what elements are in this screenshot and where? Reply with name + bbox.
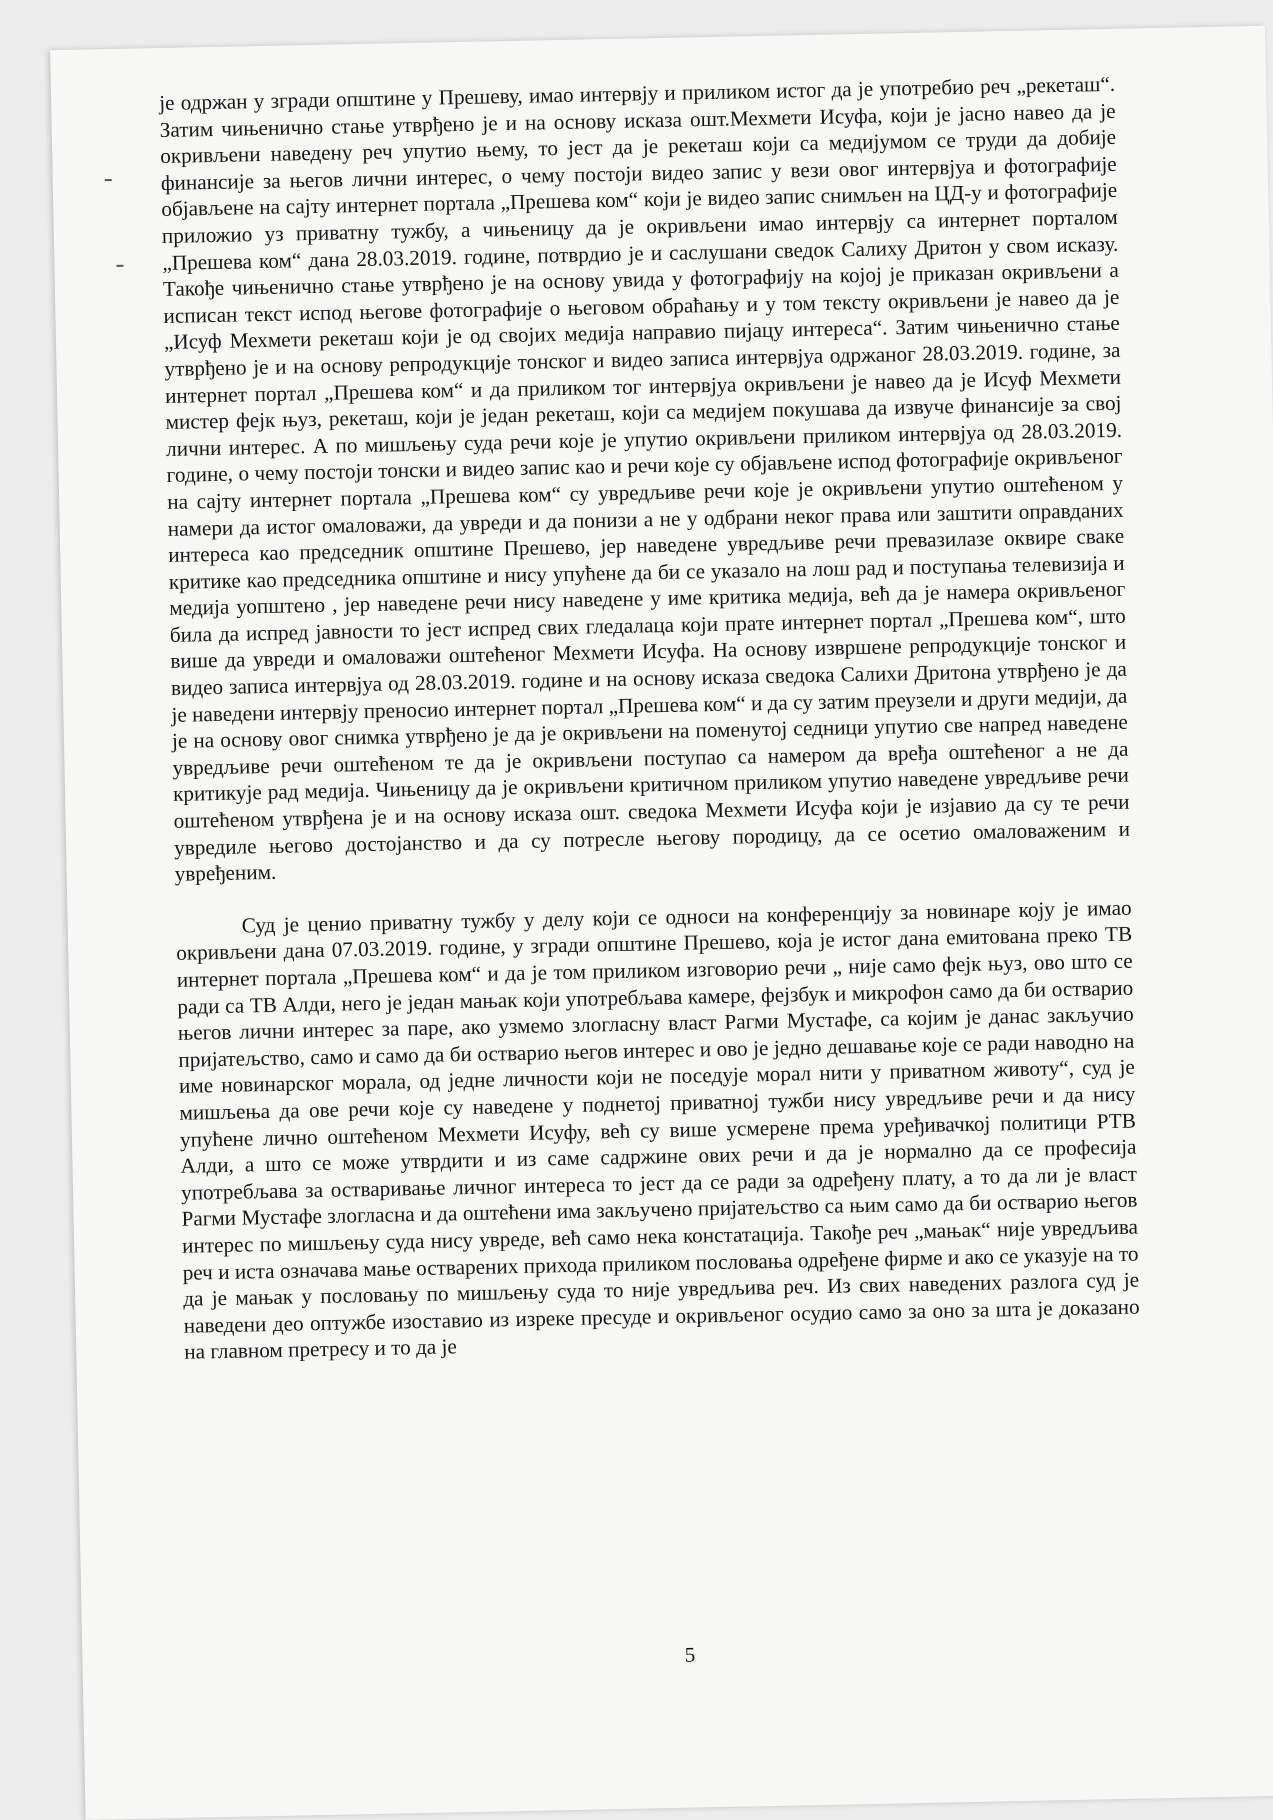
document-body [159,71,1140,1366]
margin-mark [105,179,112,181]
paragraph-evidence-assessment: је одржан у згради општине у Прешеву, имао интервју и приликом истог да је употребио реч „рекеташ“. Затим чињенично стање утврђено је и на основу исказа ошт.Мехмети Исуфа, који је јасно навео да је окривљени наведену реч упутио њему, то јест да је рекеташ који са медијумом се труди да добије финансије за његов лични интерес, о чему постоји видео запис у вези овог интервјуа и фотографије објављене на сајту интернет портала „Прешева ком“ који је видео запис снимљен на ЦД-у и фотографије приложио уз приватну тужбу, а чињеницу да је окривљени имао интервју са интернет порталом „Прешева ком“ дана 28.03.2019. године, потврдио је и саслушани сведок Салиху Дритон у свом исказу. Такође чињенично стање утврђено је на основу увида у фотографију на којој је приказан окривљени а исписан текст испод његове фотографије о његовом обраћању и у том тексту окривљени је навео да је „Исуф Мехмети рекеташ који је од својих медија направио пијацу интереса“. Затим чињенично стање утврђено је и на основу репродукције тонског и видео записа интервјуа одржаног 28.03.2019. године, за интернет портал „Прешева ком“ и да приликом тог интервјуа окривљени је навео да је Исуф Мехмети мистер фејк њуз, рекеташ, који је један рекеташ, који са медијем покушава да извуче финансије за свој лични интерес. А по мишљењу суда речи које је упутио окривљени приликом интервјуа од 28.03.2019. године, о чему постоји тонски и видео запис као и речи које су објављене испод фотографије окривљеног на сајту интернет портала „Прешева ком“ су увредљиве речи које је окривљени упутио оштећеном у намери да истог омаловажи, да увреди и да понизи а не у одбрани неког права или заштити оправданих интереса као председник општине Прешево, јер наведене увредљиве речи превазилазе оквире сваке критике као председника општине и нису упућене да би се указало на лош рад и поступања телевизија и медија уопштено , јер наведене речи нису наведене у име критика медија, већ да је намера окривљеног била да испред јавности то јест испред свих гледалаца који прате интернет портал „Прешева ком“, што више да увреди и омаловажи оштећеног Мехмети Исуфа. На основу извршене репродукције тонског и видео записа интервјуа од 28.03.2019. године и на основу исказа сведока Салихи Дритона утврђено је да је наведени интервју преносио интернет портал „Прешева ком“ и да су затим преузели и други медији, да је на основу овог снимка утврђено је да је окривљени на поменутој седници упутио све напред наведене увредљиве речи оштећеном те да је окривљени поступао са намером да вређа оштећеног а не да критикује рад медија. Чињеницу да је окривљени критичном приликом упутио наведене увредљиве речи оштећеном утврђена је и на основу исказа ошт. сведока Мехмети Исуфа који је изјавио да су те речи увредиле његово достојанство и да су потресле његову породицу, да се осетио омаловаженим и увређеним. [158,71,1131,887]
margin-mark [116,265,123,267]
paragraph-press-conference: Суд је ценио приватну тужбу у делу који се односи на конференцију за новинаре коју је имао окривљени дана 07.03.2019. године, у згради општине Прешево, која је истог дана емитована преко ТВ интернет портала „Прешева ком“ и да је том приликом изговорио речи „ није само фејк њуз, ово што се ради са ТВ Алди, него је један мањак који употребљава камере, фејзбук и микрофон само да би остварио његов лични интерес за паре, ако узмемо злогласну власт Рагми Мустафе, са којим је данас закључио пријатељство, само и само да би остварио његов интерес и ово је једно дешавање које се ради наводно на име новинарског морала, од једне личности који не поседује морал нити у приватном животу“, суд је мишљења да ове речи које су наведене у поднетој приватној тужби нису увредљиве речи и да нису упућене лично оштећеном Мехмети Исуфу, већ су више усмерене према уређивачкој политици РТВ Алди, а што се може утврдити и из саме садржине ових речи и да је нормално да се професија употребљава за остваривање личног интереса то јест да се ради за одређену плату, а то да ли је власт Рагми Мустафе злогласна и да оштећени има закључено пријатељство са њим само да би остварио његов интерес по мишљењу суда нису увреде, већ само нека констатација. Такође реч „мањак“ није увредљива реч и иста означава мање остварених прихода приликом пословања одређене фирме и ако се указује на то да је мањак у пословању по мишљењу суда то није увредљива реч. Из свих наведених разлога суд је наведени део оптужбе изоставио из изреке пресуде и окривљеног осудио само за оно за шта је доказано на главном претресу и то да је [176,895,1140,1365]
page-number: 5 [684,1642,696,1667]
document-page [50,26,1273,1820]
